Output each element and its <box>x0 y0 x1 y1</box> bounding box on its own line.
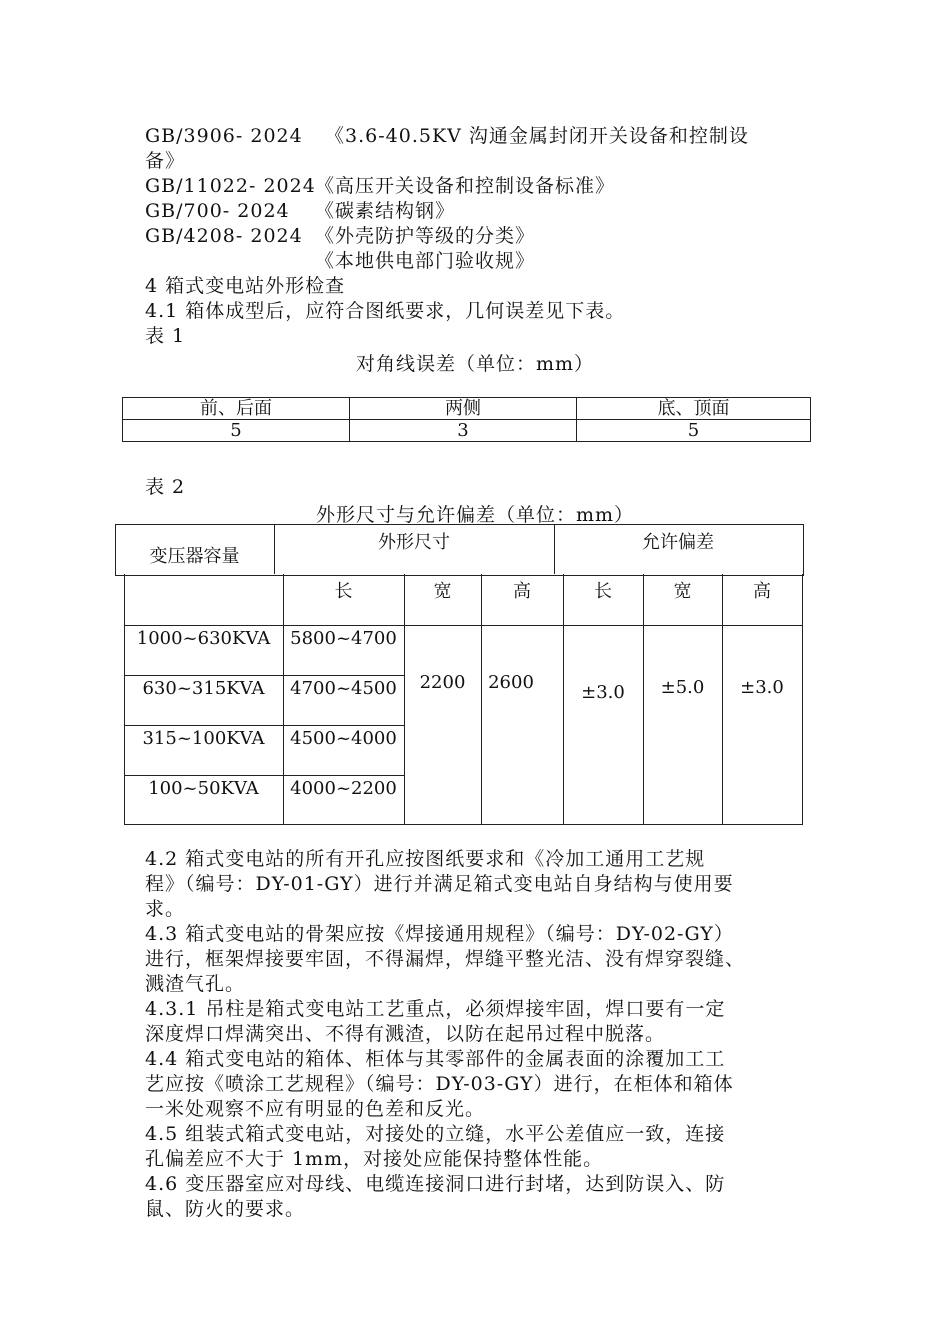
table-divider <box>404 574 405 825</box>
table-divider <box>124 775 405 776</box>
standard-title: 《本地供电部门验收规》 <box>315 250 536 272</box>
table-cell-capacity: 315~100KVA <box>142 728 265 749</box>
table-divider <box>481 574 482 825</box>
standard-line <box>145 224 535 248</box>
table-cell-capacity: 100~50KVA <box>148 778 259 799</box>
standard-code: GB/11022- 2024 <box>145 175 316 197</box>
table-header-cell: 前、后面 <box>123 398 350 420</box>
paragraph-line: 溅渣气孔。 <box>145 973 246 995</box>
paragraph-line: 孔偏差应不大于 1mm，对接处应能保持整体性能。 <box>145 1148 604 1170</box>
table-label: 表 2 <box>145 476 186 498</box>
table-divider <box>124 625 802 626</box>
table-subheader-cell: 长 <box>594 581 612 602</box>
table-cell-length: 5800~4700 <box>290 628 397 649</box>
table-subheader-cell: 宽 <box>673 581 692 602</box>
table-divider <box>643 574 644 825</box>
standard-title: 《碳素结构钢》 <box>315 200 456 222</box>
table-cell: 5 <box>577 420 811 442</box>
paragraph-line: 4.3.1 吊柱是箱式变电站工艺重点，必须焊接牢固，焊口要有一定 <box>145 998 726 1020</box>
table-cell-capacity: 1000~630KVA <box>136 628 271 649</box>
table-cell-capacity: 630~315KVA <box>142 678 265 699</box>
paragraph-line: 艺应按《喷涂工艺规程》（编号：DY-03-GY）进行，在柜体和箱体 <box>145 1073 734 1095</box>
table-header-cell: 外形尺寸 <box>378 532 450 553</box>
diagonal-error-table <box>122 397 811 442</box>
paragraph-line: 鼠、防火的要求。 <box>145 1198 306 1220</box>
table-cell: 3 <box>350 420 577 442</box>
paragraph-line: 深度焊口焊满突出、不得有溅渣，以防在起吊过程中脱落。 <box>145 1023 666 1045</box>
paragraph-line: 4.4 箱式变电站的箱体、柜体与其零部件的金属表面的涂覆加工工 <box>145 1048 726 1070</box>
table-cell: 5 <box>123 420 350 442</box>
table-cell-length: 4500~4000 <box>290 728 397 749</box>
standard-title: 《外壳防护等级的分类》 <box>315 225 536 247</box>
table-header-cell: 允许偏差 <box>642 532 714 553</box>
table-header-cell: 变压器容量 <box>149 546 240 567</box>
paragraph-line: 一米处观察不应有明显的色差和反光。 <box>145 1098 486 1120</box>
paragraph-line: 4.5 组装式箱式变电站，对接处的立缝，水平公差值应一致，连接 <box>145 1123 726 1145</box>
standard-continuation: 备》 <box>145 150 186 172</box>
table-header-row <box>123 398 811 420</box>
standard-line <box>145 174 615 198</box>
paragraph: 4.1 箱体成型后，应符合图纸要求，几何误差见下表。 <box>145 300 626 322</box>
standard-line <box>145 249 535 273</box>
paragraph-line: 求。 <box>145 898 186 920</box>
standard-code: GB/3906- 2024 <box>145 125 303 147</box>
standard-line <box>145 124 749 148</box>
paragraph-line: 4.3 箱式变电站的骨架应按《焊接通用规程》（编号：DY-02-GY） <box>145 923 734 945</box>
table-header-cell: 底、顶面 <box>577 398 811 420</box>
table-subheader-cell: 高 <box>753 581 771 602</box>
table-cell-tol-height: ±3.0 <box>740 677 784 698</box>
table-cell-length: 4000~2200 <box>290 778 397 799</box>
standard-code: GB/700- 2024 <box>145 200 290 222</box>
table-subheader-cell: 长 <box>334 581 353 602</box>
table-divider <box>124 675 284 676</box>
table-divider <box>722 574 723 825</box>
table-divider <box>124 725 405 726</box>
table-cell-width: 2200 <box>419 672 466 693</box>
table-label: 表 1 <box>145 325 186 347</box>
table-subheader-cell: 宽 <box>433 581 452 602</box>
table-title: 对角线误差（单位：mm） <box>355 353 595 375</box>
standard-code: GB/4208- 2024 <box>145 225 303 247</box>
table-subheader-cell: 高 <box>513 581 531 602</box>
table-cell-tol-length: ±3.0 <box>581 682 625 703</box>
standard-title: 《高压开关设备和控制设备标准》 <box>315 175 616 197</box>
table-cell-length: 4700~4500 <box>290 678 397 699</box>
standard-title: 《3.6-40.5KV 沟通金属封闭开关设备和控制设 <box>325 125 749 147</box>
table-cell-height: 2600 <box>488 672 534 693</box>
section-heading: 4 箱式变电站外形检查 <box>145 275 346 297</box>
table-row <box>123 420 811 442</box>
table-divider <box>283 675 405 676</box>
table-title: 外形尺寸与允许偏差（单位：mm） <box>315 504 635 526</box>
paragraph-line: 进行，框架焊接要牢固，不得漏焊，焊缝平整光洁、没有焊穿裂缝、 <box>145 948 746 970</box>
paragraph-line: 程》（编号：DY-01-GY）进行并满足箱式变电站自身结构与使用要 <box>145 873 734 895</box>
standard-line <box>145 199 455 223</box>
table-header-cell: 两侧 <box>350 398 577 420</box>
table-cell-tol-width: ±5.0 <box>660 677 705 698</box>
paragraph-line: 4.6 变压器室应对母线、电缆连接洞口进行封堵，达到防误入、防 <box>145 1173 726 1195</box>
paragraph-line: 4.2 箱式变电站的所有开孔应按图纸要求和《冷加工通用工艺规 <box>145 848 706 870</box>
